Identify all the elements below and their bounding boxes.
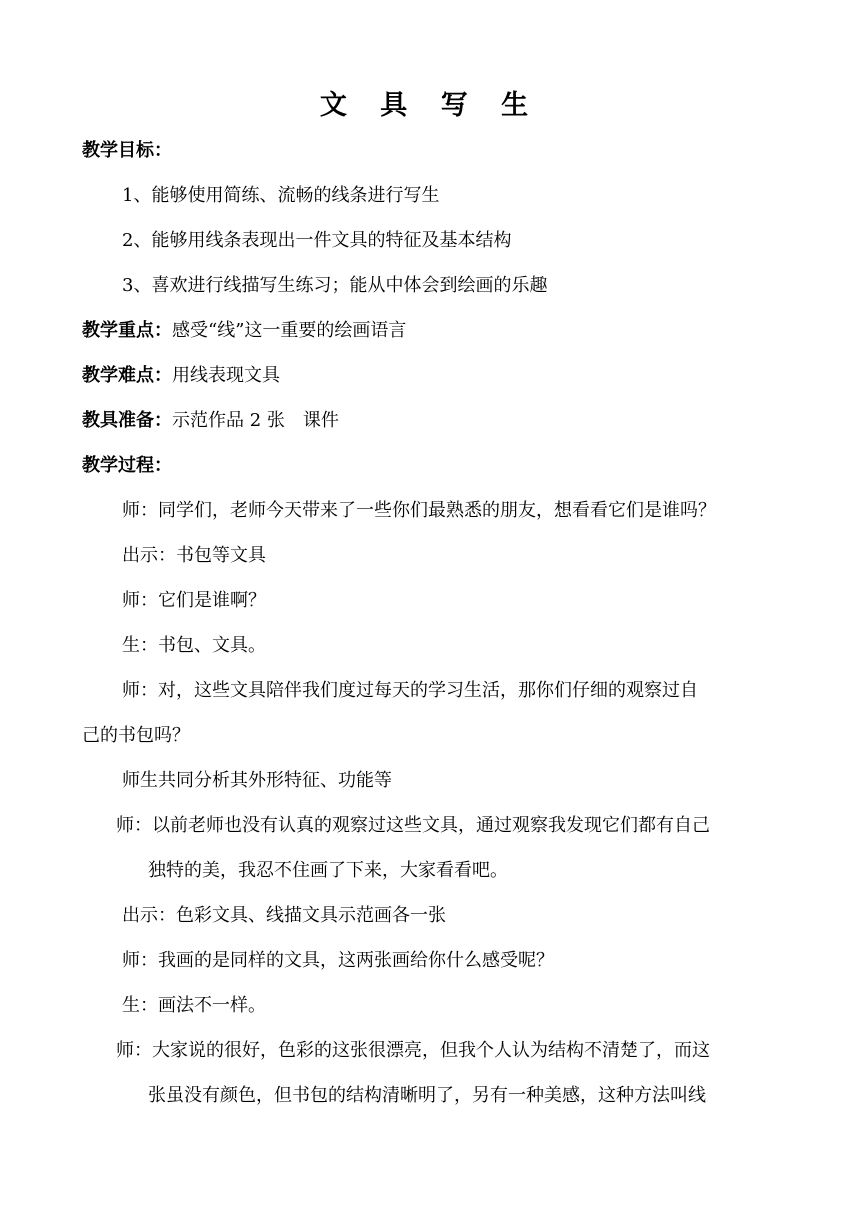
dialogue-line: 师：我画的是同样的文具，这两张画给你什么感受呢？	[122, 950, 554, 971]
dialogue-line: 师生共同分析其外形特征、功能等	[122, 770, 392, 791]
preparation-text: 示范作品 2 张 课件	[172, 410, 339, 431]
dialogue-line: 生：书包、文具。	[122, 635, 266, 656]
dialogue-line: 师：它们是谁啊？	[122, 590, 266, 611]
dialogue-line: 师：对，这些文具陪伴我们度过每天的学习生活，那你们仔细的观察过自	[122, 680, 698, 701]
difficulty-text: 用线表现文具	[172, 365, 280, 386]
goal-item: 1、能够使用简练、流畅的线条进行写生	[122, 185, 440, 206]
dialogue-line: 出示：书包等文具	[122, 545, 266, 566]
dialogue-line: 己的书包吗？	[82, 725, 190, 746]
key-point-row	[82, 317, 406, 345]
dialogue-line: 生：画法不一样。	[122, 995, 266, 1016]
preparation-label: 教具准备：	[82, 410, 172, 431]
dialogue-line: 出示：色彩文具、线描文具示范画各一张	[122, 905, 446, 926]
preparation-row	[82, 407, 339, 435]
dialogue-line: 师：同学们，老师今天带来了一些你们最熟悉的朋友，想看看它们是谁吗？	[122, 500, 716, 521]
difficulty-label: 教学难点：	[82, 365, 172, 386]
document-title: 文 具 写 生	[319, 90, 541, 121]
goal-item: 3、喜欢进行线描写生练习；能从中体会到绘画的乐趣	[122, 275, 548, 296]
dialogue-line: 独特的美，我忍不住画了下来，大家看看吧。	[148, 860, 508, 881]
key-point-text: 感受“线”这一重要的绘画语言	[172, 320, 407, 341]
difficulty-row	[82, 362, 280, 390]
dialogue-line: 张虽没有颜色，但书包的结构清晰明了，另有一种美感，这种方法叫线	[148, 1085, 706, 1106]
key-point-label: 教学重点：	[82, 320, 172, 341]
dialogue-line: 师：大家说的很好，色彩的这张很漂亮，但我个人认为结构不清楚了，而这	[116, 1040, 710, 1061]
process-heading: 教学过程：	[82, 455, 172, 476]
dialogue-line: 师：以前老师也没有认真的观察过这些文具，通过观察我发现它们都有自己	[116, 815, 710, 836]
goal-item: 2、能够用线条表现出一件文具的特征及基本结构	[122, 230, 512, 251]
goals-heading: 教学目标：	[82, 140, 172, 161]
